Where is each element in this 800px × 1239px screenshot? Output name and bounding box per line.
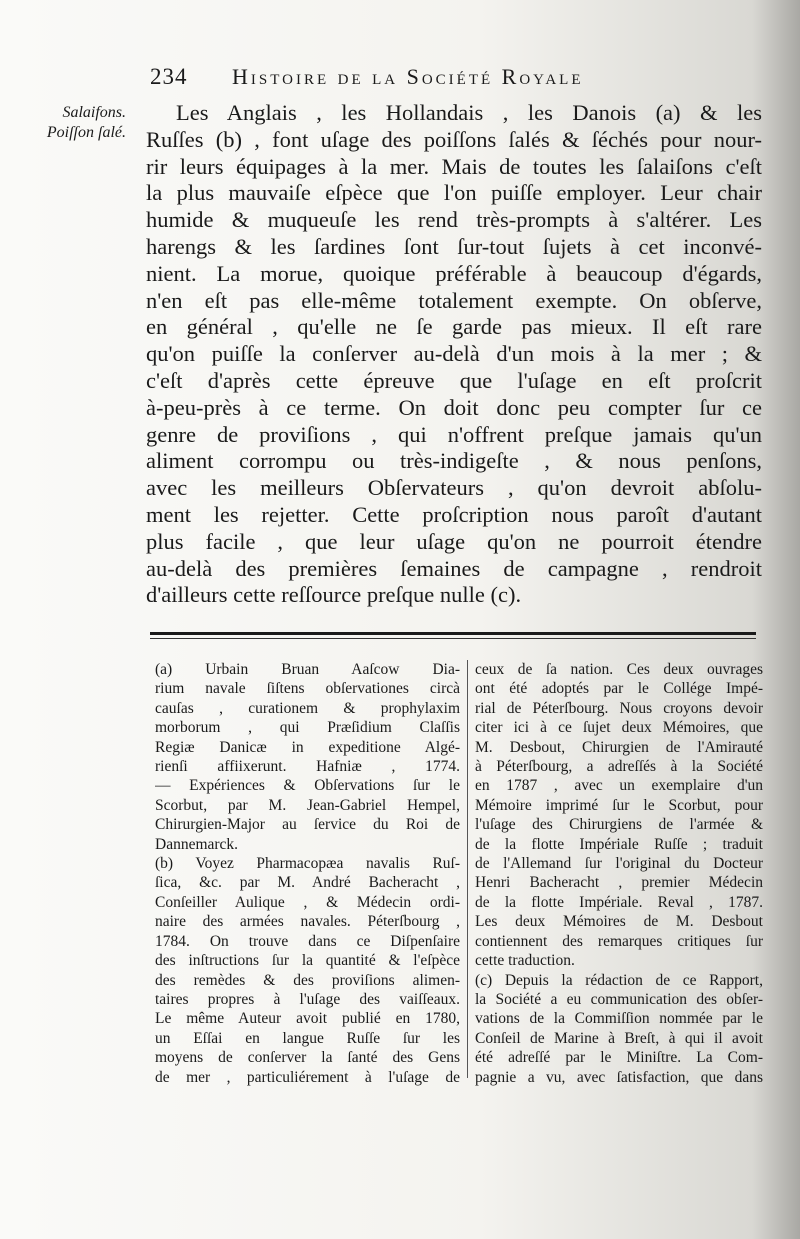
text-line: rium navale ſiſtens obſervationes circà	[155, 680, 460, 698]
text-line: Conſeil de Marine à Breſt, à qui il avoit	[475, 1029, 763, 1047]
text-line: aliment corrompu ou très-indigeſte , & nous penſons,	[146, 448, 762, 474]
text-line: pagnie a vu, avec ſatisfaction, que dans	[475, 1068, 763, 1086]
text-line: d'ailleurs cette reſſource preſque nulle (c).	[146, 582, 522, 608]
text-line: rir leurs équipages à la mer. Mais de toutes les ſalaiſons c'eſt	[146, 153, 762, 179]
text-line: qu'on puiſſe la conſerver au-delà d'un mois à la mer ; &	[146, 341, 762, 367]
text-line: rienſi affiixerunt. Hafniæ , 1774.	[155, 758, 460, 776]
text-line: cauſas , curationem & prophylaxim	[155, 699, 460, 717]
text-line: Scorbut, par M. Jean-Gabriel Hempel,	[155, 796, 460, 814]
main-paragraph	[146, 100, 762, 609]
text-line: c'eſt d'après cette épreuve que l'uſage en eſt proſcrit	[146, 367, 762, 393]
text-line: un Eſſai en langue Ruſſe ſur les	[155, 1029, 460, 1047]
text-line: citer ici à ce ſujet deux Mémoires, que	[475, 719, 763, 737]
running-title: Histoire de la Société Royale	[232, 64, 584, 89]
text-line: ont été adoptés par le Collége Impé-	[475, 680, 763, 698]
text-line: des remèdes & des proviſions alimen-	[155, 971, 460, 989]
text-line: Les Anglais , les Hollandais , les Danois (a) & les	[176, 100, 762, 125]
footnotes-right-column	[475, 660, 763, 1087]
text-line: — Expériences & Obſervations ſur le	[155, 777, 460, 795]
text-line: Henri Bacheracht , premier Médecin	[475, 874, 763, 892]
text-line: Mémoire imprimé ſur le Scorbut, pour	[475, 796, 763, 814]
text-line: Regiæ Danicæ in expeditione Algé-	[155, 738, 460, 756]
text-line: de la flotte Impériale Ruſſe ; traduit	[475, 835, 763, 853]
text-line: humide & muqueuſe les rend très-prompts à s'altérer. Les	[146, 207, 762, 233]
text-line: la plus mauvaiſe eſpèce que l'on puiſſe employer. Leur chair	[146, 180, 762, 206]
text-line: de la flotte Impériale. Reval , 1787.	[475, 893, 763, 911]
text-line: des inſtructions ſur la quantité & l'eſpèce	[155, 952, 460, 970]
text-line: (b) Voyez Pharmacopæa navalis Ruſ-	[155, 855, 460, 873]
text-line: en 1787 , avec un exemplaire d'un	[475, 777, 763, 795]
text-line: avec les meilleurs Obſervateurs , qu'on devroit abſolu-	[146, 475, 762, 501]
text-line: plus facile , que leur uſage qu'on ne pourroit étendre	[146, 528, 762, 554]
text-line: (a) Urbain Bruan Aaſcow Dia-	[155, 661, 460, 678]
text-line: nient. La morue, quoique préférable à beaucoup d'égards,	[146, 260, 762, 286]
margin-notes	[14, 103, 126, 143]
text-line: ſica, &c. par M. André Bacheracht ,	[155, 874, 460, 892]
text-line: M. Desbout, Chirurgien de l'Amirauté	[475, 738, 763, 756]
margin-note: Salaifons.	[62, 104, 126, 121]
margin-note: Poiſſon ſalé.	[46, 124, 126, 141]
text-line: rial de Péterſbourg. Nous croyons devoir	[475, 699, 763, 717]
text-line: en général , qu'elle ne ſe garde pas mieux. Il eſt rare	[146, 314, 762, 340]
text-line: au-delà des premières ſemaines de campagne , rendroit	[146, 555, 762, 581]
text-line: Dannemarck.	[155, 835, 239, 853]
footnotes-left-column	[155, 660, 460, 1087]
text-line: 1784. On trouve dans ce Diſpenſaire	[155, 932, 460, 950]
text-line: à-peu-près à ce terme. On doit donc peu compter ſur ce	[146, 394, 762, 420]
text-line: ceux de ſa nation. Ces deux ouvrages	[475, 661, 763, 678]
text-line: la Société a eu communication des obſer-	[475, 990, 763, 1008]
text-line: genre de proviſions , qui n'offrent preſque jamais qu'un	[146, 421, 762, 447]
text-line: de l'Allemand ſur l'original du Docteur	[475, 855, 763, 873]
text-line: contiennent des remarques critiques ſur	[475, 932, 763, 950]
column-rule	[467, 660, 468, 1078]
text-line: morborum , qui Præſidium Claſſis	[155, 719, 460, 737]
text-line: moyens de conſerver la ſanté des Gens	[155, 1049, 460, 1067]
text-line: ment les rejetter. Cette proſcription nous paroît d'autant	[146, 501, 762, 527]
page-number: 234	[150, 64, 188, 89]
text-line: été adreſſé par le Miniſtre. La Com-	[475, 1049, 763, 1067]
footnote-divider	[150, 632, 756, 635]
text-line: Chirurgien-Major au ſervice du Roi de	[155, 816, 460, 834]
text-line: Conſeiller Aulique , & Médecin ordi-	[155, 893, 460, 911]
text-line: l'uſage des Chirurgiens de l'armée &	[475, 816, 763, 834]
text-line: cette traduction.	[475, 952, 575, 970]
text-line: à Péterſbourg, a adreſſés à la Société	[475, 758, 763, 776]
text-line: Le même Auteur avoit publié en 1780,	[155, 1010, 460, 1028]
text-line: vations de la Commiſſion nommée par le	[475, 1010, 763, 1028]
text-line: Les deux Mémoires de M. Desbout	[475, 913, 763, 931]
text-line: n'en eſt pas elle-même totalement exempte. On obſerve,	[146, 287, 762, 313]
text-line: Ruſſes (b) , font uſage des poiſſons ſalés & ſéchés pour nour-	[146, 126, 762, 152]
text-line: (c) Depuis la rédaction de ce Rapport,	[475, 971, 763, 989]
text-line: de mer , particuliérement à l'uſage de	[155, 1068, 460, 1086]
text-line: taires propres à l'uſage des vaiſſeaux.	[155, 990, 460, 1008]
text-line: naire des armées navales. Péterſbourg ,	[155, 913, 460, 931]
text-line: harengs & les ſardines ſont ſur-tout ſujets à cet inconvé-	[146, 233, 762, 259]
